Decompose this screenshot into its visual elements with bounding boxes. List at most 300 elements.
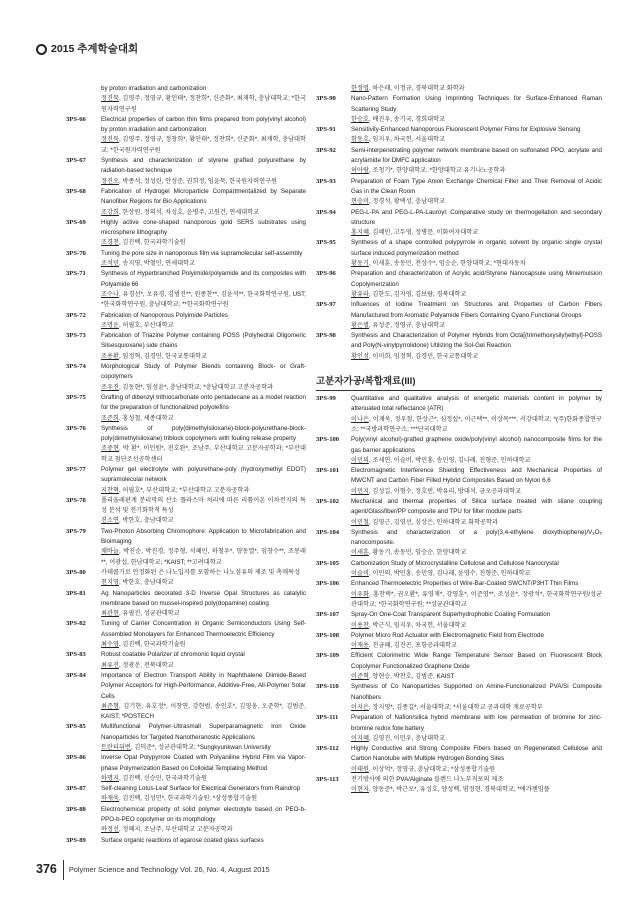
entry-id: 3PS-72 <box>66 311 86 319</box>
entry-title: PEG-L-PA and PEG-L-PA-Lauroyl: Comparative study on thermogellation and secondary structure <box>351 208 602 226</box>
entry-title: Mechanical and thermal properties of Silica surface treated with silane coupling agent/Glassfiber/PP composite and TPU for filter module parts <box>351 497 602 516</box>
entry-authors <box>351 166 602 176</box>
co-authors-affiliations: , 김영주, 정영규, 황인태*, 정찬희*, 신준화*, 최재학, 충남대학교; *한국원자력연구원 <box>101 95 306 113</box>
abstract-entry <box>66 465 306 496</box>
entry-id: 3PS-111 <box>316 714 339 722</box>
abstract-entry <box>316 775 602 796</box>
entry-id: 3PS-66 <box>66 115 86 123</box>
presenting-author: 이재용 <box>351 642 369 650</box>
entry-body <box>101 331 306 362</box>
entry-body <box>351 682 602 713</box>
entry-body <box>101 722 306 753</box>
presenting-author: 조준희 <box>101 414 119 422</box>
abstract-entry <box>66 619 306 650</box>
abstract-entry <box>66 589 306 620</box>
entry-title: Electromagnetic Interference Shielding Effectiveness and Mechanical Properties of MWCNT and Carbon Fiber Filled Hybrid Composites Based on Nylon 6,6 <box>351 467 602 485</box>
entry-id: 3PS-107 <box>316 611 340 619</box>
co-authors-affiliations: , 박근식, 임지우, 차국헌, 서울대학교 <box>368 621 467 629</box>
entry-authors <box>101 444 306 465</box>
abstract-entry <box>66 753 306 784</box>
abstract-entry <box>66 671 306 722</box>
co-authors-affiliations: , 김진백, 한국과학기술원 <box>118 239 186 247</box>
entry-authors <box>351 456 602 466</box>
entry-title: Fabrication of Triazine Polymer containing POSS (Polyhedral Oligomeric Silsesquioxane) side chains <box>101 332 306 350</box>
entry-authors <box>351 197 602 207</box>
entry-body <box>101 311 306 332</box>
abstract-entry <box>316 466 602 497</box>
entry-authors <box>351 352 602 362</box>
presenting-author: 조용환 <box>101 352 119 360</box>
entry-body <box>351 94 602 125</box>
entry-body <box>101 218 306 249</box>
entry-title: Fabrication of Nanoporous Polyimide Particles <box>101 311 228 319</box>
entry-title: by proton irradiation and carbonization <box>101 85 207 92</box>
abstract-entry <box>316 610 602 631</box>
page-number: 376 <box>36 862 57 877</box>
abstract-entry <box>66 722 306 753</box>
footer-divider <box>63 860 64 880</box>
entry-body <box>101 784 306 805</box>
entry-id: 3PS-68 <box>66 187 86 195</box>
presenting-author: 조우진 <box>101 383 119 391</box>
presenting-author: 하재욱 <box>101 795 119 803</box>
entry-body <box>351 125 602 146</box>
co-authors-affiliations: , 김기현, 유호정*, 이창연, 강현범, 송인호*, 김영웅, 오준학*, 김범준, KAIST; *POSTECH <box>101 702 306 721</box>
co-authors-affiliations: , 한상원, 정의석, 차성호, 윤병주, 고원건, 연세대학교 <box>118 208 260 216</box>
entry-body <box>351 579 602 610</box>
co-authors-affiliations: , 김영근, 김영선, 심상은, 인하대학교 화학공학과 <box>368 518 498 526</box>
co-authors-affiliations: , 임정혁, 김경민, 한국교통대학교 <box>118 352 207 360</box>
abstract-entry <box>66 311 306 332</box>
co-authors-affiliations: , 이상억*, 정영규, 충남대학교; *삼성종합기술원 <box>368 765 496 773</box>
entry-id: 3PS-73 <box>66 332 86 340</box>
entry-id: 3PS-84 <box>66 671 86 679</box>
entry-title: Surface organic reactions of agarose coated glass surfaces <box>101 836 264 844</box>
entry-authors <box>101 640 306 650</box>
presenting-author: 이민철 <box>351 518 369 526</box>
entry-id: 3PS-86 <box>66 754 86 762</box>
co-authors-affiliations: , 김진백, 한국과학기술원 <box>118 641 186 649</box>
entry-body <box>101 650 306 671</box>
entry-title: Preparation of Foam Type Anion Exchange Chemical Filter and Their Removal of Acidic Gas in the Clean Room <box>351 177 602 195</box>
entry-title: Robust coatable Polarizer of chromonic liquid crystal <box>101 651 245 659</box>
co-authors-affiliations: , 정경석, 황택성, 충남대학교 <box>368 198 445 206</box>
co-authors-affiliations: , 이민의, 박민홍, 송민영, 김나래, 윤영수, 진형준, 인하대학교 <box>368 570 531 578</box>
entry-authors <box>351 734 602 744</box>
abstract-entry <box>316 177 602 208</box>
entry-title: Nano-Pattern Formation Using Imprinting Techniques for Surface-Enhanced Raman Scattering Study <box>351 95 602 113</box>
abstract-entry <box>316 394 602 435</box>
entry-title: Preparation of Nafion/silica hybrid membrane with low permeation of bromine for zinc-bromine redox folw battery <box>351 714 602 732</box>
abstract-entry <box>66 424 306 465</box>
presenting-author: 하명지 <box>101 774 119 782</box>
entry-title: Spray-On One-Coat Transparent Superhydrophobic Coating Formulation <box>351 611 551 619</box>
entry-body <box>101 568 306 589</box>
entry-authors <box>351 785 602 795</box>
entry-id: 3PS-81 <box>66 589 86 597</box>
entry-id: 3PS-71 <box>66 270 86 278</box>
entry-authors <box>351 259 602 269</box>
entry-id: 3PS-95 <box>316 239 336 247</box>
abstract-entry <box>66 187 306 218</box>
abstract-entry <box>316 528 602 559</box>
co-authors-affiliations: , 김한도, 김지영, 김보람, 경북대학교 <box>368 290 467 298</box>
co-authors-affiliations: , 양동준*, 박근오*, 유성호, 양성백, 염정현, 경북대학교; *에가젠임플 <box>368 786 550 794</box>
entry-title: Electrochemical property of solid polymer electrolyte based on PEO-b-PPO-b-PEO copolymer on its morphology <box>101 805 306 824</box>
abstract-entry <box>316 84 602 94</box>
entry-authors <box>101 352 306 362</box>
entry-title: Semi-interpenetrating polymer network membrane based on sulfonated PPO, acrylate and acrylamide for DMFC application <box>351 146 602 165</box>
entry-id: 3PS-91 <box>316 126 336 134</box>
entry-body <box>351 559 602 580</box>
presenting-author: 채바늘 <box>101 548 119 556</box>
co-authors-affiliations: , 김성길, 이형수, 정호빈, 박유리, 방대석, 금오공과대학교 <box>368 487 522 495</box>
entry-title: Preparation and characterization of Acrylic acid/Styrene Nanocapsule using Miniemulsion Copolymerization <box>351 270 602 288</box>
entry-body <box>351 528 602 559</box>
entry-authors <box>351 569 602 579</box>
entry-body <box>351 208 602 239</box>
entry-body <box>351 713 602 744</box>
abstract-entry <box>316 631 602 652</box>
entry-id: 3PS-110 <box>316 683 339 691</box>
abstract-entry <box>66 836 306 846</box>
entry-authors <box>351 621 602 631</box>
entry-body <box>351 84 602 94</box>
two-column-body <box>66 84 622 846</box>
entry-id: 3PS-70 <box>66 249 86 257</box>
presenting-author: 진소연 <box>101 517 119 525</box>
presenting-author: 함동호 <box>351 136 369 144</box>
presenting-author: 조수나 <box>101 290 119 298</box>
entry-title: Poly(vinyl alcohol)-grafted graphene oxide/poly(vinyl alcohol) nanocomposite films for the gas barrier applications <box>351 436 602 454</box>
entry-authors <box>101 794 306 804</box>
entry-title: Inverse Opal Polypyrrole Coated with Polyaniline Hybrid Film via Vapor-phase Polymerization Based on Colloidal Templating Method <box>101 754 306 772</box>
presenting-author: 조경천 <box>101 239 119 247</box>
presenting-author: 현승미 <box>351 198 369 206</box>
presenting-author: 이우화 <box>351 590 369 598</box>
presenting-author: 조강희 <box>101 208 119 216</box>
entry-authors <box>101 609 306 619</box>
entry-id: 3PS-109 <box>316 652 340 660</box>
entry-authors <box>101 259 306 269</box>
entry-id: 3PS-93 <box>316 177 336 185</box>
presenting-author: 최준형 <box>101 702 119 710</box>
presenting-author: 이현지 <box>351 786 369 794</box>
abstract-entry <box>66 269 306 310</box>
presenting-author: 황동기 <box>351 260 369 268</box>
entry-title: Synthesis and characterization of styrene grafted polyurethane by radiation-based technique <box>101 157 306 175</box>
entry-authors <box>101 135 306 156</box>
abstract-entry <box>316 435 602 466</box>
entry-title: Synthesis and characterization of a poly(3,4-ethylene dioxythiophene)/V₂O₅ nanocomposite. <box>351 528 602 547</box>
presenting-author: 허아람 <box>351 167 369 175</box>
presenting-author: 정진묵 <box>101 95 119 103</box>
entry-title: Polymer Micro Rod Actuator with Electromagnetic Field from Electrode <box>351 631 544 639</box>
co-authors-affiliations: , 김영주, 정영규, 정창희*, 황인태*, 정찬희*, 신준화*, 최재학, 충남대학교; *한국원자력연구원 <box>101 136 306 154</box>
co-authors-affiliations: , 양현승, 박찬호, 김범준, KAIST <box>368 673 455 681</box>
entry-title: Electrical properties of carbon thin films prepared from poly(vinyl alcohol) by proton irradiation and carbonization <box>101 115 306 134</box>
presenting-author: 최유진 <box>101 661 119 669</box>
presenting-author: 이지혜 <box>351 734 369 742</box>
entry-authors <box>351 415 602 436</box>
abstract-entry <box>316 579 602 610</box>
entry-body <box>351 146 602 177</box>
entry-id: 3PS-94 <box>316 208 336 216</box>
abstract-entry <box>316 146 602 177</box>
abstract-entry <box>66 527 306 568</box>
presenting-author: 하정선 <box>101 826 119 834</box>
entry-id: 3PS-89 <box>66 836 86 844</box>
entry-body <box>101 249 306 270</box>
abstract-entry <box>66 784 306 805</box>
circle-bullet-icon <box>36 44 47 55</box>
presenting-author: 이지은 <box>351 703 369 711</box>
abstract-entry <box>66 393 306 424</box>
entry-id: 3PS-75 <box>66 393 86 401</box>
entry-authors <box>101 414 306 424</box>
entry-id: 3PS-101 <box>316 467 340 475</box>
entry-id: 3PS-108 <box>316 631 340 639</box>
co-authors-affiliations: , 배진우, 송기국, 경희대학교 <box>368 115 445 123</box>
entry-body <box>101 753 306 784</box>
entry-body <box>101 187 306 218</box>
entry-body <box>101 496 306 527</box>
co-authors-affiliations: , 이세훈, 송동민, 전상수*, 임승순, 한양대학교; *현대자동차 <box>368 260 526 268</box>
entry-authors <box>351 487 602 497</box>
entry-body <box>101 589 306 620</box>
entry-authors <box>101 383 306 393</box>
co-authors-affiliations: , 박진순, 박진경, 정주형, 서혜민, 하철우*, 양동열*, 임창수**, 조봉래**, 이광섭, 한남대학교; *KAIST; **고려대학교 <box>101 548 306 566</box>
entry-title: Synthesis of Co Nanoparticles Supported on Amine-Functionalized PVA/Si Composite Nanofibers <box>351 683 602 701</box>
entry-authors <box>101 94 306 115</box>
entry-title: Influences of Iodine Treatment on Structures and Properties of Carbon Fibers Manufactured from Aromatic Polyamide Fibers Containing Cyano Functional Groups <box>351 301 602 319</box>
presenting-author: 이슬비 <box>351 570 369 578</box>
entry-body <box>101 527 306 568</box>
entry-body <box>101 619 306 650</box>
entry-id: 3PS-74 <box>66 363 86 371</box>
entry-title: Quantitative and qualitative analysis of energetic materials content in polymer by attenuated total reflectance (ATR) <box>351 395 602 413</box>
entry-authors <box>101 578 306 588</box>
entry-authors <box>101 661 306 671</box>
entry-body <box>351 177 602 208</box>
abstract-entry <box>316 125 602 146</box>
presenting-author: 이세훈 <box>351 549 369 557</box>
entry-authors <box>101 547 306 568</box>
entry-body <box>351 300 602 331</box>
presenting-author: 조중현 <box>101 445 119 453</box>
abstract-entry <box>66 650 306 671</box>
left-column <box>66 84 306 846</box>
entry-id: 3PS-85 <box>66 723 86 731</box>
entry-id: 3PS-83 <box>66 651 86 659</box>
journal-citation: Polymer Science and Technology Vol. 26, No. 4, August 2015 <box>68 864 270 874</box>
entry-body <box>101 115 306 156</box>
co-authors-affiliations: , 박한호, 충남대학교 <box>118 517 174 525</box>
entry-body <box>101 269 306 310</box>
entry-title: Carbonization Study of Microcrystalline Cellulose and Cellulose Nanocrystal <box>351 559 559 567</box>
entry-id: 3PS-80 <box>66 568 86 576</box>
entry-authors <box>351 321 602 331</box>
entry-id: 3PS-92 <box>316 146 336 154</box>
abstract-entry <box>316 682 602 713</box>
presenting-author: 홍지혜 <box>351 229 369 237</box>
entry-authors <box>351 518 602 528</box>
co-authors-affiliations: , 이재욱, 정우철, 한상근*, 심정섭*, 이근택**, 이상목***, 서강대학교; *(주)한화종합연구소; **국방과학연구소; ***단국대학교 <box>351 415 602 433</box>
entry-title: Highly Conductive and Strong Composite Fibers based on Regenerated Cellulose and Carbon Nanotube with Multiple Hydrogen Bonding Sites <box>351 745 602 763</box>
presenting-author: 트란티뒤번 <box>101 744 131 751</box>
entry-body <box>101 84 306 115</box>
presenting-author: 이민의 <box>351 456 369 464</box>
entry-id: 3PS-78 <box>66 496 86 504</box>
entry-body <box>351 269 602 300</box>
presenting-author: 이용찬 <box>351 621 369 629</box>
page-header <box>36 43 622 56</box>
abstract-entry <box>316 208 602 239</box>
entry-body <box>101 424 306 465</box>
abstract-entry <box>66 331 306 362</box>
entry-authors <box>101 486 306 496</box>
entry-authors <box>351 765 602 775</box>
co-authors-affiliations: , 송지영, 박철민, 연세대학교 <box>118 260 195 268</box>
entry-authors <box>351 228 602 238</box>
abstract-entry <box>316 300 602 331</box>
co-authors-affiliations: , 유경선*, 오유경, 김범진**, 원종찬**, 김윤석**, 한국화학연구원, UST; *한국화학연구원, 충남대학교; **한국화학연구원 <box>101 290 306 309</box>
presenting-author: 지찬혁 <box>101 486 119 494</box>
entry-body <box>351 466 602 497</box>
entry-authors <box>101 177 306 187</box>
entry-title: 전기방사에 의한 PVA/Alginate 블렌드 나노부직포의 제조 <box>351 776 504 783</box>
abstract-entry <box>66 568 306 589</box>
presenting-author: 조석민 <box>101 260 119 268</box>
entry-body <box>351 394 602 435</box>
entry-id: 3PS-82 <box>66 620 86 628</box>
co-authors-affiliations: , 김덕준*, 성균관대학교; *Sungkyunkwan University <box>130 744 271 751</box>
entry-title: Synthesis and Characterization of Polymer Hybrids from Octa[(trimethoxysilyl)ethyl]-POSS and Poly(N-vinylpyrrolidone) Utilizing the Sol-Gel Reaction <box>351 332 602 350</box>
entry-id <box>66 84 101 115</box>
entry-title: Synthesis of poly(dimethylsiloxane)-block-polyurethane-block-poly(dimethylsiloxane) triblock copolymers with fouling release property <box>101 424 306 443</box>
entry-id: 3PS-96 <box>316 270 336 278</box>
abstract-entry <box>316 331 602 362</box>
entry-title: Fabrication of Hydrogel Microparticle Compartmentalized by Separate Nanofiber Regions for Bio Applications <box>101 187 306 206</box>
entry-title: Highly active cone-shaped nanoporous gold SERS substrates using microsphere lithography <box>101 218 306 237</box>
entry-title: Multifunctional Polymer-Ultrasmall Superparamagnetic Iron Oxide Nanoparticles for Targeted Nanotheranostic Applications <box>101 723 306 741</box>
abstract-entry <box>316 497 602 528</box>
entry-authors <box>101 290 306 311</box>
presenting-author: 조명운 <box>101 321 119 329</box>
entry-title: Tuning of Carrier Concentration in Organic Semiconductors Using Self-Assembled Monolayers for Enhanced Thermoelectric Efficiency <box>101 620 306 638</box>
presenting-author: 한승호 <box>351 115 369 123</box>
entry-body <box>101 465 306 496</box>
presenting-author: 최수영 <box>101 641 119 649</box>
entry-id: 3PS-100 <box>316 436 340 444</box>
entry-id: 3PS-106 <box>316 580 340 588</box>
entry-body <box>351 497 602 528</box>
entry-body <box>101 362 306 393</box>
presenting-author: 이민지 <box>351 487 369 495</box>
entry-authors <box>101 516 306 526</box>
entry-title: Sensitivity-Enhanced Nanoporous Fluorescent Polymer Films for Explosive Sensing <box>351 126 581 134</box>
entry-title: Morphological Study of Polymer Blends containing Block- or Graft-copolymers <box>101 363 306 381</box>
abstract-entry <box>316 713 602 744</box>
co-authors-affiliations: , 홍성철, 세종대학교 <box>118 414 174 422</box>
entry-authors <box>101 743 306 753</box>
abstract-entry <box>66 496 306 527</box>
co-authors-affiliations: , 조세연, 이슬비, 박민홍, 송민영, 김나래, 진형준, 인하대학교 <box>368 456 531 464</box>
presenting-author: 이나은 <box>351 415 369 423</box>
entry-id: 3PS-87 <box>66 785 86 793</box>
presenting-author: 최관현 <box>101 610 119 618</box>
entry-authors <box>351 703 602 713</box>
presenting-author: 천지영 <box>101 579 119 587</box>
co-authors-affiliations: , 김진백, 김성민*, 한국과학기술원; *삼성종합기술원 <box>118 795 258 803</box>
co-authors-affiliations: , 박한호, 충남대학교 <box>118 579 174 587</box>
entry-id: 3PS-69 <box>66 218 86 226</box>
abstract-entry <box>66 218 306 249</box>
entry-id: 3PS-88 <box>66 805 86 813</box>
entry-id: 3PS-77 <box>66 465 86 473</box>
co-authors-affiliations: , 이미희, 임정혁, 김경민, 한국교통대학교 <box>368 352 479 360</box>
abstract-entry <box>66 115 306 156</box>
entry-body <box>351 610 602 631</box>
presenting-author: 이준혁 <box>351 673 369 681</box>
entry-title: Tuning the pore size in nanoporous film via supramolecular self-assembly <box>101 249 303 257</box>
entry-id: 3PS-98 <box>316 332 336 340</box>
presenting-author: 정진오 <box>101 177 119 185</box>
entry-authors <box>101 321 306 331</box>
entry-title: Two-Photon Absorbing Chromophore: Application to Microfabrication and Bioimaging <box>101 527 306 546</box>
entry-title: 카테콜기로 안정화된 은 나노입자를 포함하는 나노섬유의 제조 및 촉매특성 <box>101 568 301 576</box>
entry-id: 3PS-105 <box>316 559 340 567</box>
entry-id: 3PS-90 <box>316 95 336 103</box>
entry-body <box>101 393 306 424</box>
entry-authors <box>351 84 602 94</box>
co-authors-affiliations: , 유필진, 성균관대학교 <box>118 610 180 618</box>
entry-body <box>101 671 306 722</box>
co-authors-affiliations: , 황동기, 송동민, 임승순, 한양대학교 <box>368 549 467 557</box>
entry-title: Efficient Colorimetric Wide Range Temperature Sensor Based on Fluorescent Block Copolymer Functionalized Graphene Oxide <box>351 652 602 670</box>
entry-id: 3PS-67 <box>66 157 86 165</box>
abstract-entry <box>316 238 602 269</box>
entry-body <box>351 435 602 466</box>
abstract-entry <box>316 94 602 125</box>
abstract-entry <box>316 744 602 775</box>
entry-id: 3PS-104 <box>316 528 340 536</box>
entry-body <box>101 156 306 187</box>
entry-authors <box>351 590 602 611</box>
right-column-entries-b <box>316 394 602 796</box>
co-authors-affiliations: , 허필호, 부산대학교 <box>118 321 174 329</box>
presenting-author: 한정엽 <box>351 85 369 92</box>
right-column-entries-a <box>316 84 602 362</box>
entry-authors <box>101 238 306 248</box>
entry-authors <box>351 115 602 125</box>
entry-authors <box>351 672 602 682</box>
entry-title: 폴리올레핀계 분리막의 산소 플라스마 처리에 따른 리튬이온 이차전지의 특성 분석 및 전기화학적 특성 <box>101 496 306 515</box>
entry-title: Enhanced Thermoelectric Properties of Wire-Bar-Coated SWCNT/P3HT Thin Films <box>351 580 579 588</box>
entry-authors <box>101 825 306 835</box>
abstract-entry <box>66 249 306 270</box>
entry-id: 3PS-113 <box>316 776 339 783</box>
co-authors-affiliations: , 조청기*, 한양대학교; *한양대학교 유기나노공학과 <box>368 167 506 175</box>
entry-body <box>351 775 602 796</box>
co-authors-affiliations: , 임지우, 차국헌, 서울대학교 <box>368 136 445 144</box>
entry-body <box>101 836 306 846</box>
co-authors-affiliations: , 박 환*, 이인원*, 전호완*, 조남주, 부산대학교 고분자공학과; *부산대학교 첨단조선공학센터 <box>101 445 306 463</box>
right-column <box>316 84 602 796</box>
co-authors-affiliations: , 정광운, 전북대학교 <box>118 661 174 669</box>
abstract-entry <box>66 84 306 115</box>
entry-authors <box>351 290 602 300</box>
